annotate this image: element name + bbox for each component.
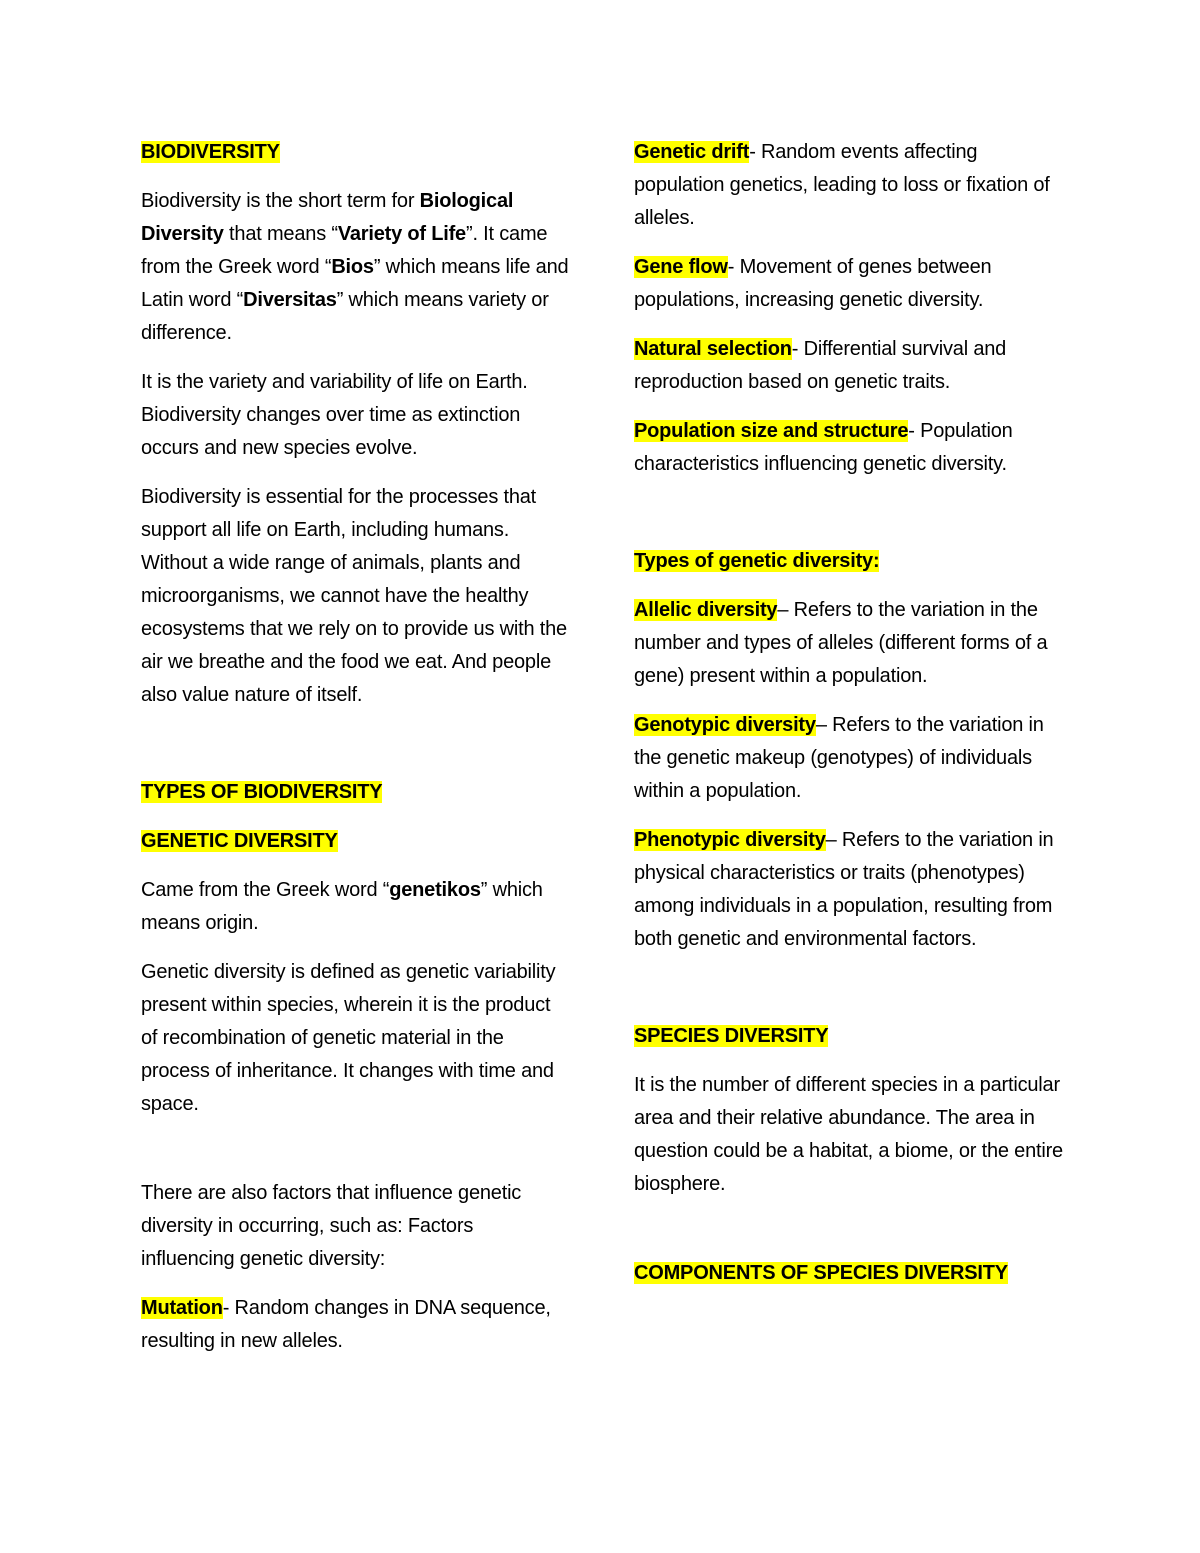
type-genotypic: Genotypic diversity– Refers to the variation in the genetic makeup (genotypes) of individuals within a population. xyxy=(634,714,1044,802)
biodiversity-intro: Biodiversity is the short term for Biological Diversity that means “Variety of Life”. It came from the Greek word “Bios” which means life and Latin word “Diversitas” which means variety or difference. xyxy=(141,190,569,344)
factors-intro: There are also factors that influence genetic diversity in occurring, such as: Factors influencing genetic diversity: xyxy=(141,1182,522,1270)
factor-genetic-drift: Genetic drift- Random events affecting population genetics, leading to loss or fixation of alleles. xyxy=(634,141,1050,229)
factor-natural-selection: Natural selection- Differential survival and reproduction based on genetic traits. xyxy=(634,338,1007,393)
components-heading: COMPONENTS OF SPECIES DIVERSITY xyxy=(634,1262,1008,1284)
biodiversity-variability: It is the variety and variability of life on Earth. Biodiversity changes over time as extinction occurs and new species evolve. xyxy=(141,371,528,459)
species-definition: It is the number of different species in a particular area and their relative abundance. The area in question could be a habitat, a biome, or the entire biosphere. xyxy=(634,1074,1063,1195)
factor-gene-flow: Gene flow- Movement of genes between populations, increasing genetic diversity. xyxy=(634,256,992,311)
biodiversity-importance: Biodiversity is essential for the processes that support all life on Earth, including humans. Without a wide range of animals, plants and microorganisms, we cannot have the healthy ecosystems that we rely on to provide us with the air we breathe and the food we eat. And people also value nature of itself. xyxy=(141,486,567,706)
genetic-origin: Came from the Greek word “genetikos” which means origin. xyxy=(141,879,543,934)
factor-population-size: Population size and structure- Population characteristics influencing genetic diversity. xyxy=(634,420,1013,475)
genetic-definition: Genetic diversity is defined as genetic variability present within species, wherein it is the product of recombination of genetic material in the process of inheritance. It changes with time and space. xyxy=(141,961,556,1115)
factor-mutation: Mutation- Random changes in DNA sequence, resulting in new alleles. xyxy=(141,1297,551,1352)
genetic-heading: GENETIC DIVERSITY xyxy=(141,830,338,852)
types-genetic-heading: Types of genetic diversity: xyxy=(634,550,880,572)
types-heading: TYPES OF BIODIVERSITY xyxy=(141,781,383,803)
species-heading: SPECIES DIVERSITY xyxy=(634,1025,829,1047)
type-allelic: Allelic diversity– Refers to the variation in the number and types of alleles (different forms of a gene) present within a population. xyxy=(634,599,1048,687)
right-column xyxy=(634,136,1066,1306)
left-column xyxy=(141,136,571,1374)
type-phenotypic: Phenotypic diversity– Refers to the variation in physical characteristics or traits (phenotypes) among individuals in a population, resulting from both genetic and environmental factors. xyxy=(634,829,1054,950)
biodiversity-heading: BIODIVERSITY xyxy=(141,141,280,163)
